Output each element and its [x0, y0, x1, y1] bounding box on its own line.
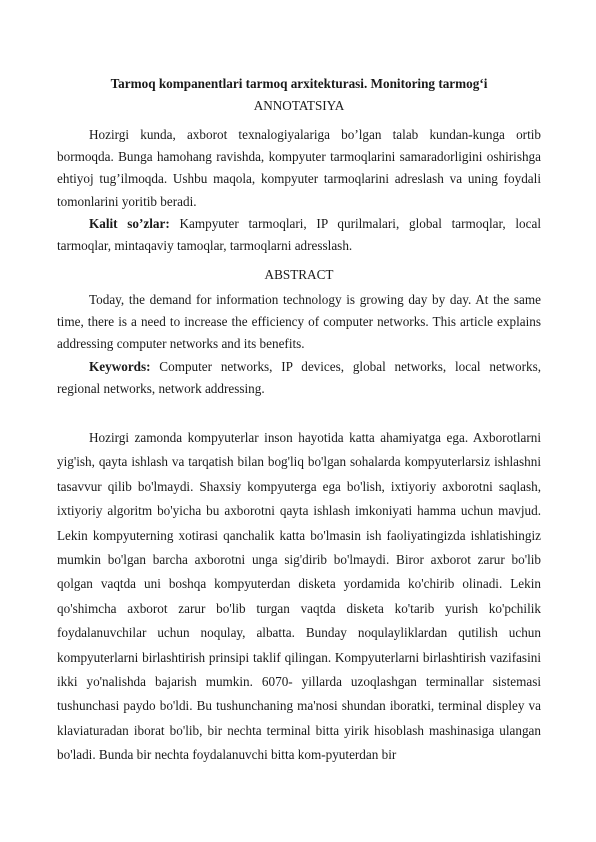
keywords-label-uz: Kalit so’zlar: — [89, 216, 170, 231]
abstract-text: Today, the demand for information technology is growing day by day. At the same time, there is a need to increase the efficiency of computer networks. This article explains addressing computer networks and its benefits. — [57, 292, 541, 352]
annotatsiya-text: Hozirgi kunda, axborot texnalogiyalariga bo’lgan talab kundan-kunga ortib bormoqda. Bunga hamohang ravishda, kompyuter tarmoqlarini samaradorligini oshirishga ehtiyoj tug’ilmoqda. Ushbu maqola, kompyuter tarmoqlarini adreslash va uning foydali tomonlarini yoritib beradi. — [57, 127, 541, 209]
keywords-text-uz: Kampyuter tarmoqlari, IP qurilmalari, global tarmoqlar, local tarmoqlar, mintaqaviy tamoqlar, tarmoqlarni adresslash. — [57, 216, 542, 254]
keywords-label-en: Keywords: — [89, 359, 151, 374]
annotatsiya-heading: ANNOTATSIYA — [253, 98, 345, 113]
annotatsiya-keywords — [57, 213, 541, 257]
keywords-text-en: Computer networks, IP devices, global networks, local networks, regional networks, network addressing. — [57, 359, 541, 397]
paper-title: Tarmoq kompanentlari tarmoq arxitekturasi. Monitoring tarmog‘i — [110, 76, 488, 91]
abstract-heading: ABSTRACT — [264, 267, 334, 282]
body-paragraph: Hozirgi zamonda kompyuterlar inson hayotida katta ahamiyatga ega. Axborotlarni yig'ish, qayta ishlash va tarqatish bilan bog'liq bo'lgan sohalarda kompyuterlarsiz ishlashni tasavvur qilib bo'lmaydi. Shaxsiy kompyuterga ega bo'lish, ixtiyoriy axborotni saqlash, ixtiyoriy algoritm bo'yicha bu axborotni qayta ishlash imkoniyati hamma uchun mavjud. Lekin kompyuterning xotirasi qanchalik katta bo'lmasin ish faoliyatingizda ishlatishingiz mumkin bo'lgan barcha axborotni unga sig'dirib bo'lmaydi. Biror axborot zarur bo'lib qolgan vaqtda uni boshqa kompyuterdan disketa yordamida ko'chirib olinadi. Lekin qo'shimcha axborot zarur bo'lib turgan vaqtda disketa ko'tarib yurish ko'pchilik foydalanuvchilar uchun noqulay, albatta. Bunday noqulayliklardan qutilish uchun kompyuterlarni birlashtirish prinsipi taklif qilingan. Kompyuterlarni birlashtirish vazifasini ikki yo'nalishda bajarish mumkin. 6070- yillarda uzoqlashgan terminallar sistemasi tushunchasi paydo bo'ldi. Bu tushunchaning ma'nosi shundan iboratki, terminal displey va klaviaturadan iborat bo'lib, bir nechta terminal bitta yirik hisoblash mashinasiga ulangan bo'ladi. Bunda bir nechta foydalanuvchi bitta kom-pyuterdan bir — [57, 430, 541, 763]
abstract-keywords — [57, 356, 541, 400]
